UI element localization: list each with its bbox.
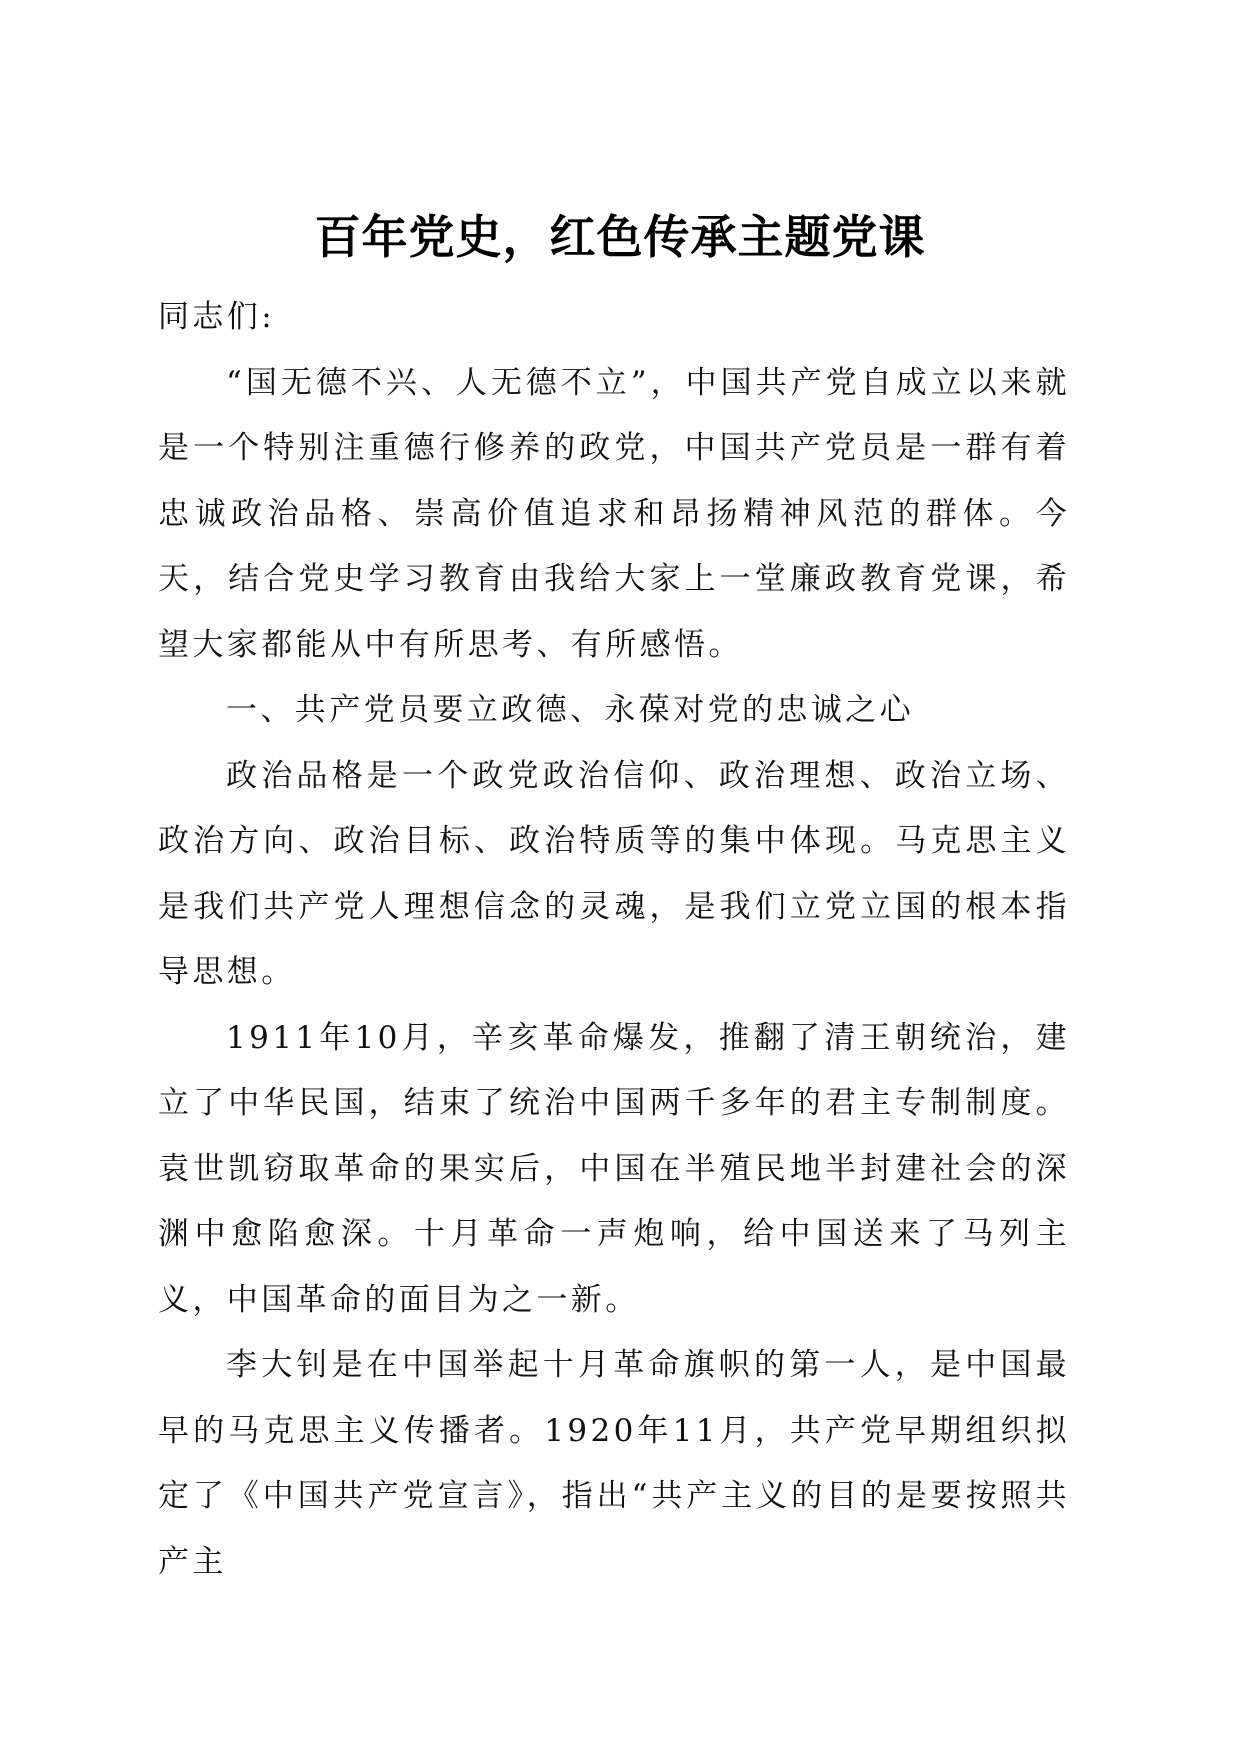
paragraph-intro: “国无德不兴、人无德不立”，中国共产党自成立以来就是一个特别注重德行修养的政党，中国共产党员是一群有着忠诚政治品格、崇高价值追求和昂扬精神风范的群体。今天，结合党史学习教育由我给大家上一堂廉政教育党课，希望大家都能从中有所思考、有所感悟。 — [158, 364, 1070, 663]
paragraph-li-dazhao: 李大钊是在中国举起十月革命旗帜的第一人，是中国最早的马克思主义传播者。1920年11月，共产党早期组织拟定了《中国共产党宣言》，指出“共产主义的目的是要按照共产主 — [158, 1347, 1070, 1580]
paragraph-xinhai-revolution: 1911年10月，辛亥革命爆发，推翻了清王朝统治，建立了中华民国，结束了统治中国两千多年的君主专制制度。袁世凯窃取革命的果实后，中国在半殖民地半封建社会的深渊中愈陷愈深。十月革命一声炮响，给中国送来了马列主义，中国革命的面目为之一新。 — [158, 1019, 1070, 1318]
paragraph-political-character: 政治品格是一个政党政治信仰、政治理想、政治立场、政治方向、政治目标、政治特质等的集中体现。马克思主义是我们共产党人理想信念的灵魂，是我们立党立国的根本指导思想。 — [158, 757, 1070, 990]
document-title: 百年党史，红色传承主题党课 — [314, 210, 926, 264]
section-heading-1: 一、共产党员要立政德、永葆对党的忠诚之心 — [226, 692, 914, 728]
document-body — [158, 285, 1070, 1595]
salutation: 同志们: — [158, 299, 276, 335]
